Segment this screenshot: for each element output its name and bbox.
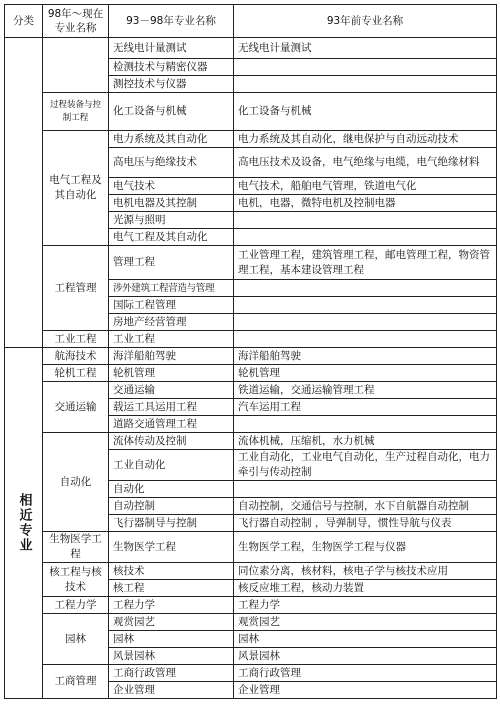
mid-major-cell: 化工设备与机械	[109, 93, 234, 131]
table-row	[5, 563, 497, 580]
old-major-cell: 铁道运输，交通运输管理工程	[234, 382, 497, 399]
table-row	[5, 382, 497, 399]
mid-major-cell: 轮机管理	[109, 365, 234, 382]
mid-major-cell: 电气工程及其自动化	[109, 229, 234, 246]
mid-major-cell: 自动化	[109, 481, 234, 498]
old-major-cell: 汽车运用工程	[234, 399, 497, 416]
mid-major-cell: 工业自动化	[109, 450, 234, 481]
old-major-cell: 工商行政管理	[234, 665, 497, 682]
current-major-cell: 工程管理	[43, 246, 109, 331]
old-major-cell: 无线电计量测试	[234, 38, 497, 59]
mid-major-cell: 企业管理	[109, 682, 234, 699]
mid-major-cell: 光源与照明	[109, 212, 234, 229]
old-major-cell: 园林	[234, 631, 497, 648]
table-row	[5, 348, 497, 365]
header-mid-name: 93－98年专业名称	[109, 5, 234, 38]
mid-major-cell: 交通运输	[109, 382, 234, 399]
mid-major-cell: 测控技术与仪器	[109, 76, 234, 93]
mid-major-cell: 核技术	[109, 563, 234, 580]
old-major-cell: 同位素分离，核材料，核电子学与核技术应用	[234, 563, 497, 580]
current-major-cell	[43, 38, 109, 93]
old-major-cell: 自动控制，交通信号与控制，水下自航器自动控制	[234, 498, 497, 515]
mid-major-cell: 管理工程	[109, 246, 234, 280]
table-row	[5, 433, 497, 450]
current-major-cell: 交通运输	[43, 382, 109, 433]
mid-major-cell: 园林	[109, 631, 234, 648]
old-major-cell: 观赏园艺	[234, 614, 497, 631]
mid-major-cell: 电力系统及其自动化	[109, 131, 234, 148]
mid-major-cell: 工商行政管理	[109, 665, 234, 682]
current-major-cell: 轮机工程	[43, 365, 109, 382]
current-major-cell: 园林	[43, 614, 109, 665]
table-row	[5, 365, 497, 382]
mid-major-cell: 电气技术	[109, 178, 234, 195]
mid-major-cell: 海洋船舶驾驶	[109, 348, 234, 365]
mid-major-cell: 工程力学	[109, 597, 234, 614]
mid-major-cell: 观赏园艺	[109, 614, 234, 631]
current-major-cell: 工程力学	[43, 597, 109, 614]
mid-major-cell: 自动控制	[109, 498, 234, 515]
mid-major-cell: 风景园林	[109, 648, 234, 665]
current-major-cell: 航海技术	[43, 348, 109, 365]
old-major-cell: 工业管理工程，建筑管理工程，邮电管理工程，物资管理工程，基本建设管理工程	[234, 246, 497, 280]
old-major-cell: 飞行器自动控制 ，导弹制导，惯性导航与仪表	[234, 515, 497, 532]
old-major-cell: 工程力学	[234, 597, 497, 614]
table-row	[5, 532, 497, 563]
mid-major-cell: 道路交通管理工程	[109, 416, 234, 433]
current-major-cell: 工业工程	[43, 331, 109, 348]
table-row	[5, 131, 497, 148]
current-major-cell: 核工程与核技术	[43, 563, 109, 597]
old-major-cell: 高电压技术及设备，电气绝缘与电缆，电气绝缘材料	[234, 148, 497, 178]
category-cell: 相近专业	[5, 348, 43, 699]
mid-major-cell: 飞行器制导与控制	[109, 515, 234, 532]
old-major-cell	[234, 212, 497, 229]
header-old-name: 93年前专业名称	[234, 5, 497, 38]
table-row	[5, 614, 497, 631]
mid-major-cell: 核工程	[109, 580, 234, 597]
old-major-cell	[234, 416, 497, 433]
mid-major-cell: 生物医学工程	[109, 532, 234, 563]
current-major-cell: 工商管理	[43, 665, 109, 699]
current-major-cell: 电气工程及其自动化	[43, 131, 109, 246]
old-major-cell: 电机，电器，微特电机及控制电器	[234, 195, 497, 212]
old-major-cell: 电气技术，船舶电气管理，铁道电气化	[234, 178, 497, 195]
old-major-cell	[234, 59, 497, 76]
old-major-cell: 电力系统及其自动化，继电保护与自动远动技术	[234, 131, 497, 148]
table-row	[5, 38, 497, 59]
category-cell	[5, 38, 43, 348]
old-major-cell: 生物医学工程，生物医学工程与仪器	[234, 532, 497, 563]
header-category: 分类	[5, 5, 43, 38]
old-major-cell: 风景园林	[234, 648, 497, 665]
mid-major-cell: 房地产经营管理	[109, 314, 234, 331]
current-major-cell: 自动化	[43, 433, 109, 532]
mid-major-cell: 检测技术与精密仪器	[109, 59, 234, 76]
old-major-cell: 核反应堆工程，核动力装置	[234, 580, 497, 597]
mid-major-cell: 国际工程管理	[109, 297, 234, 314]
old-major-cell: 流体机械，压缩机，水力机械	[234, 433, 497, 450]
table-body	[5, 38, 497, 699]
mid-major-cell: 高电压与绝缘技术	[109, 148, 234, 178]
old-major-cell: 化工设备与机械	[234, 93, 497, 131]
mid-major-cell: 涉外建筑工程营造与管理	[109, 280, 234, 297]
old-major-cell	[234, 481, 497, 498]
mid-major-cell: 电机电器及其控制	[109, 195, 234, 212]
major-table	[4, 4, 497, 699]
mid-major-cell: 流体传动及控制	[109, 433, 234, 450]
current-major-cell: 生物医学工程	[43, 532, 109, 563]
table-row	[5, 665, 497, 682]
header-row	[5, 5, 497, 38]
mid-major-cell: 工业工程	[109, 331, 234, 348]
table-row	[5, 597, 497, 614]
mid-major-cell: 载运工具运用工程	[109, 399, 234, 416]
old-major-cell: 企业管理	[234, 682, 497, 699]
old-major-cell: 海洋船舶驾驶	[234, 348, 497, 365]
old-major-cell	[234, 229, 497, 246]
old-major-cell	[234, 280, 497, 297]
table-row	[5, 246, 497, 280]
old-major-cell	[234, 297, 497, 314]
old-major-cell: 工业自动化，工业电气自动化，生产过程自动化，电力牵引与传动控制	[234, 450, 497, 481]
old-major-cell	[234, 331, 497, 348]
old-major-cell: 轮机管理	[234, 365, 497, 382]
current-major-cell: 过程装备与控制工程	[43, 93, 109, 131]
old-major-cell	[234, 314, 497, 331]
table-row	[5, 331, 497, 348]
table-row	[5, 93, 497, 131]
header-current-name: 98年～现在专业名称	[43, 5, 109, 38]
old-major-cell	[234, 76, 497, 93]
mid-major-cell: 无线电计量测试	[109, 38, 234, 59]
